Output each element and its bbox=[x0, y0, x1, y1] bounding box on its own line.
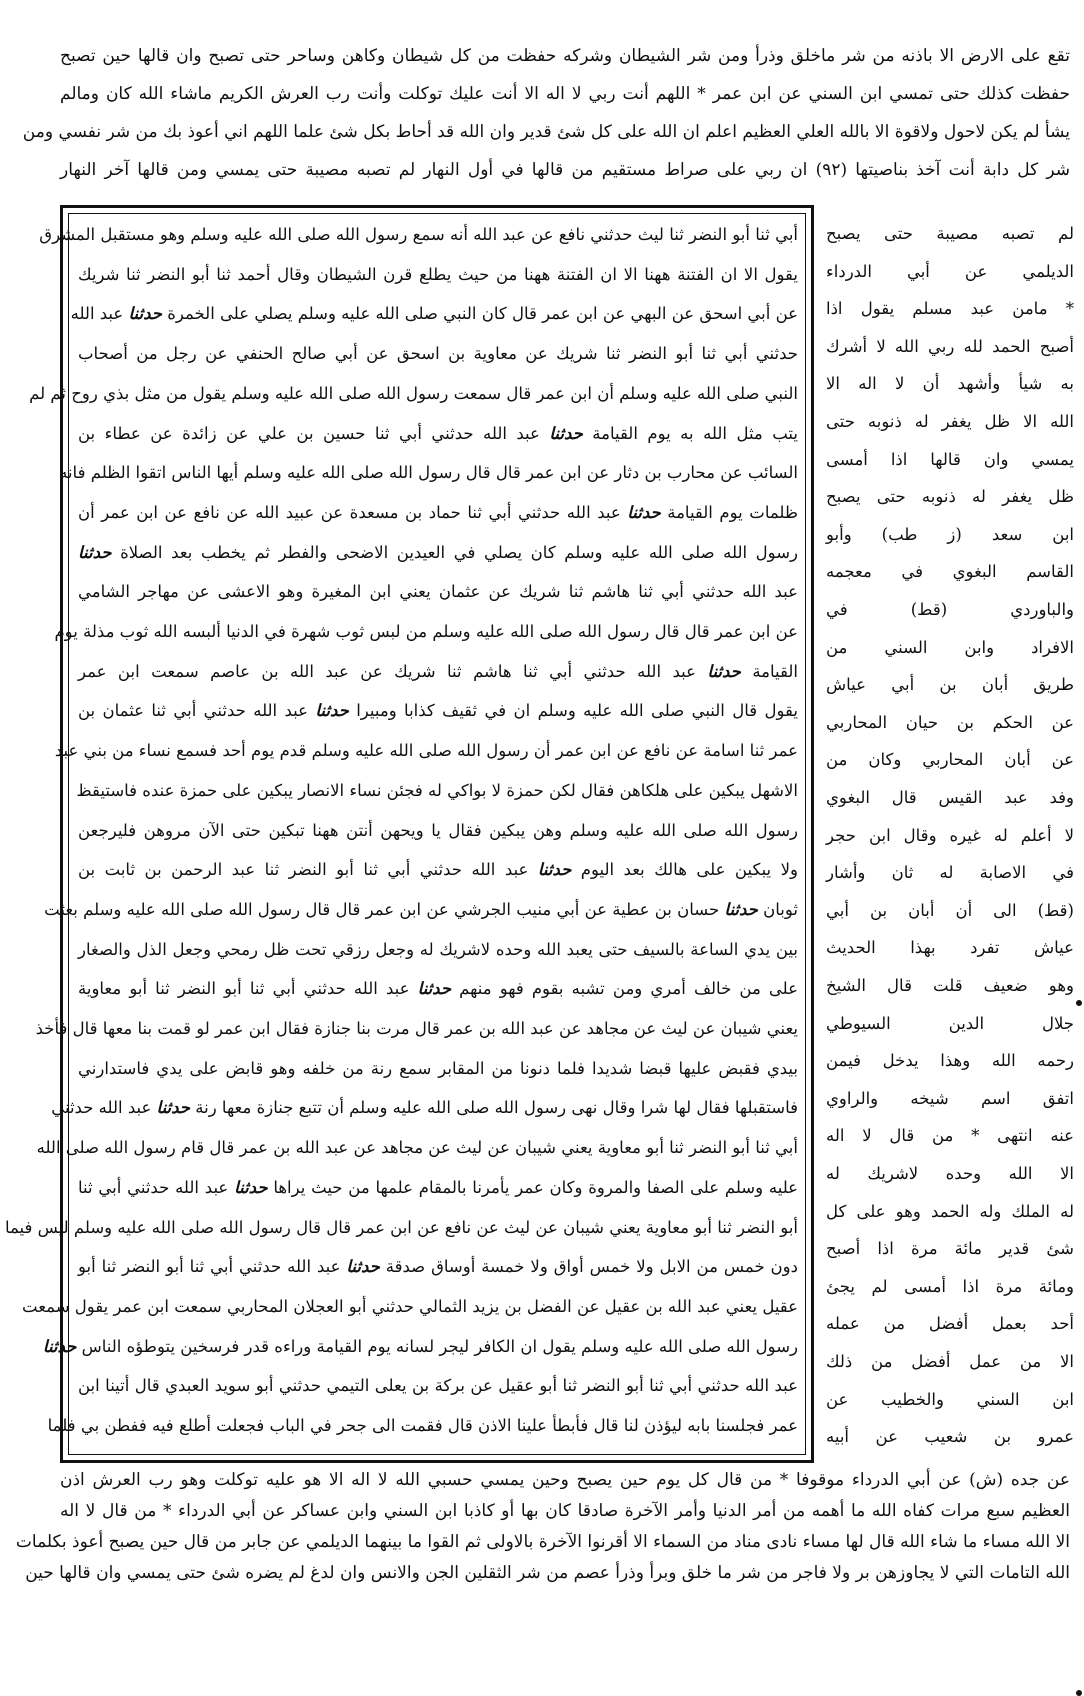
main-text-line: يتب مثل الله به يوم القيامة حدثنا عبد الله حدثني أبي ثنا حسين بن علي عن زائدة عن عطاء بن bbox=[78, 423, 798, 443]
margin-text-line: طريق أبان بن أبي عياش bbox=[826, 675, 1074, 695]
margin-text-line: له الملك وله الحمد وهو على كل bbox=[826, 1201, 1074, 1221]
haddathana-keyword: حدثنا bbox=[234, 1177, 268, 1197]
top-text-line: يشأ لم يكن لاحول ولاقوة الا بالله العلي العظيم اعلم ان الله على كل شئ قدير وان الله قد أحاط بكل شئ علما اللهم اني أعوذ بك من شر نفسي ومن bbox=[22, 122, 1070, 142]
margin-text-line: لا أعلم له غيره وقال ابن حجر bbox=[826, 825, 1074, 845]
main-text-line: أبي ثنا أبو النضر ثنا ليث حدثني نافع عن عبد الله أنه سمع رسول الله صلى الله عليه وسلم وهو مستقبل المشرق bbox=[39, 225, 798, 244]
main-text-line: دون خمس من الابل ولا خمس أواق ولا خمسة أوساق صدقة حدثنا عبد الله حدثني أبي ثنا أبو النضر ثنا أبو bbox=[78, 1257, 798, 1277]
margin-text-line: * مامن عبد مسلم يقول اذا bbox=[826, 299, 1074, 319]
main-text-line: رسول الله صلى الله عليه وسلم وهن يبكين فقال يا ويحهن أنتن ههنا تبكين حتى الآن مروهن فليرجعن bbox=[78, 820, 798, 840]
main-text-line: يقول الا ان الفتنة ههنا الا ان الفتنة ههنا من حيث يطلع قرن الشيطان وقال أحمد ثنا أبو النضر ثنا شريك bbox=[78, 264, 798, 284]
haddathana-keyword: حدثنا bbox=[707, 661, 741, 681]
margin-text-line: جلال الدين السيوطي bbox=[826, 1013, 1074, 1033]
margin-text-line: لم تصبه مصيبة حتى يصبح bbox=[826, 224, 1074, 243]
haddathana-keyword: حدثنا bbox=[549, 423, 583, 443]
margin-text-line: يمسي وان قالها اذا أمسى bbox=[826, 449, 1074, 469]
main-text-line: ظلمات يوم القيامة حدثنا عبد الله حدثني أبي ثنا حماد بن مسعدة عن عبيد الله عن نافع عن ابن عمر أن bbox=[78, 502, 799, 522]
margin-text-line: عن الحكم بن حيان المحاربي bbox=[826, 712, 1074, 732]
haddathana-keyword: حدثنا bbox=[156, 1098, 191, 1118]
main-text-line: القيامة حدثنا عبد الله حدثني أبي ثنا هاشم ثنا شريك عن عبد الله بن عاصم سمعت ابن عمر bbox=[78, 661, 798, 681]
top-text-line: شر كل دابة أنت آخذ بناصيتها (٩٢) ان ربي على صراط مستقيم من قالها في أول النهار لم تصبه مصيبة حتى يمسي ومن قالها آخر النهار bbox=[60, 160, 1070, 180]
main-text-line: عقيل يعني عبد الله بن عقيل عن الفضل بن يزيد الثمالي حدثني أبو العجلان المحاربي سمعت ابن عمر يقول سمعت bbox=[22, 1296, 798, 1316]
main-hadith-text bbox=[4, 218, 799, 1658]
main-text-line: عن أبي اسحق عن البهي عن ابن عمر قال كان النبي صلى الله عليه وسلم يصلي على الخمرة حدثنا عبد الله bbox=[70, 304, 798, 324]
margin-text-line: والباوردي (قط) في bbox=[826, 600, 1074, 619]
margin-text-line: عياش تفرد بهذا الحديث bbox=[826, 938, 1074, 958]
margin-text-line: عن أبان المحاربي وكان من bbox=[826, 750, 1074, 770]
haddathana-keyword: حدثنا bbox=[346, 1257, 380, 1277]
main-text-line: يعني شيبان عن ليث عن مجاهد عن عبد الله بن عمر قال مرت بنا جنازة فقال ابن عمر لو قمت بنا معها قال فأخذ bbox=[35, 1019, 798, 1038]
main-text-line: عبد الله حدثني أبي ثنا هاشم ثنا شريك عن عثمان يعني ابن المغيرة وهو الاعشى عن مهاجر الشامي bbox=[78, 582, 798, 602]
haddathana-keyword: حدثنا bbox=[627, 502, 661, 522]
main-text-line: الاشهل يبكين على هلكاهن فقال لكن حمزة لا بواكي له فجئن نساء الانصار يبكين على حمزة عنده فاستيقظ bbox=[76, 780, 798, 800]
main-text-line: السائب عن محارب بن دثار عن ابن عمر قال قال رسول الله صلى الله عليه وسلم أيها الناس اتقوا الظلم فانه bbox=[59, 463, 798, 483]
margin-text-line: عنه انتهى * من قال لا اله bbox=[826, 1126, 1074, 1146]
margin-text-line: الله الا ظل يغفر له ذنوبه حتى bbox=[826, 412, 1074, 431]
margin-text-line: ابن سعد (ز طب) وأبو bbox=[826, 524, 1074, 544]
side-margin-commentary bbox=[826, 218, 1074, 1668]
bottom-text-line: عن جده (ش) عن أبي الدرداء موقوفا * من قال كل يوم حين يصبح وحين يمسي حسبي الله لا اله الا هو عليه توكلت وهو رب العرش اذن bbox=[60, 1470, 1070, 1490]
main-text-line: ثوبان حدثنا حسان بن عطية عن أبي منيب الجرشي عن ابن عمر قال قال رسول الله صلى الله عليه وسلم بعثت bbox=[44, 899, 798, 919]
main-text-line: عن ابن عمر قال قال رسول الله صلى الله عليه وسلم من لبس ثوب شهرة في الدنيا ألبسه الله ثوب مذلة يوم bbox=[54, 622, 798, 641]
margin-text-line: (قط) الى أن أبان بن أبي bbox=[826, 900, 1074, 920]
margin-text-line: الافراد وابن السني من bbox=[826, 637, 1074, 657]
margin-text-line: الا الله وحده لاشريك له bbox=[826, 1164, 1074, 1183]
haddathana-keyword: حدثنا bbox=[724, 899, 758, 919]
main-text-line: رسول الله صلى الله عليه وسلم يقول ان الكافر ليجر لسانه يوم القيامة وراءه قدر فرسخين يتوطؤه الناس حدثنا bbox=[42, 1336, 798, 1356]
margin-text-line: أصبح الحمد لله ربي الله لا أشرك bbox=[826, 336, 1074, 356]
main-text-line: بيدي فقبض عليها قبضا شديدا فلما دنونا من المقابر سمع رنة من خلفه وهو قابض على يدي فاستدارني bbox=[78, 1058, 798, 1078]
margin-text-line: ابن السني والخطيب عن bbox=[826, 1389, 1074, 1409]
margin-text-line: الديلمي عن أبي الدرداء bbox=[826, 261, 1074, 281]
main-text-line: عليه وسلم على الصفا والمروة وكان عمر يأمرنا بالمقام علمها من حيث يراها حدثنا عبد الله حدثني أبي ثنا bbox=[78, 1177, 798, 1197]
main-text-line: عمر فجلسنا بابه ليؤذن لنا قال فأبطأ علينا الاذن قال فقمت الى جحر في الباب فجعلت أطلع فيه ففطن بي فلما bbox=[47, 1416, 798, 1435]
margin-text-line: شئ قدير مائة مرة اذا أصبح bbox=[826, 1239, 1074, 1259]
main-text-line: عبد الله حدثني أبي ثنا أبو النضر ثنا أبو عقيل عن بركة بن يعلى التيمي حدثني أبو سويد العبدي قال أتينا ابن bbox=[78, 1376, 798, 1396]
main-text-line: على من خالف أمري ومن تشبه بقوم فهو منهم حدثنا عبد الله حدثني أبي ثنا أبو النضر ثنا أبو معاوية bbox=[78, 979, 798, 999]
margin-text-line: به شيأ وأشهد أن لا اله الا bbox=[826, 374, 1074, 394]
margin-text-line: في الاصابة له ثان وأشار bbox=[826, 863, 1074, 883]
main-text-line: حدثني أبي ثنا أبو النضر ثنا شريك عن معاوية بن اسحق عن أبي صالح الحنفي عن رجل من أصحاب bbox=[78, 344, 798, 364]
margin-text-line: القاسم البغوي في معجمه bbox=[826, 562, 1074, 582]
margin-text-line: وفد عبد القيس قال البغوي bbox=[826, 788, 1074, 807]
margin-text-line: الا من عمل أفضل من ذلك bbox=[826, 1352, 1074, 1371]
margin-text-line: ومائة مرة اذا أمسى لم يجئ bbox=[826, 1276, 1074, 1296]
haddathana-keyword: حدثنا bbox=[315, 701, 349, 721]
bottom-text-line: العظيم سبع مرات كفاه الله ما أهمه من أمر الدنيا وأمر الآخرة صادقا كان بها أو كاذبا ابن السني وابن عساكر عن أبي الدرداء * من قال لا اله bbox=[60, 1501, 1070, 1521]
bottom-text-line: الله التامات التي لا يجاوزهن بر ولا فاجر من شر ما خلق وبرأ وذرأ عصم من شر الثقلين الجن والانس وان لدغ لم يضره شئ حتى يمسي وان قالها حين bbox=[25, 1563, 1070, 1583]
haddathana-keyword: حدثنا bbox=[42, 1336, 77, 1356]
main-text-line: يقول قال النبي صلى الله عليه وسلم ان في ثقيف كذابا ومبيرا حدثنا عبد الله حدثني أبي ثنا عثمان بن bbox=[78, 701, 798, 721]
main-text-line: رسول الله صلى الله عليه وسلم كان يصلي في العيدين الاضحى والفطر ثم يخطب بعد الصلاة حدثنا bbox=[78, 542, 798, 562]
haddathana-keyword: حدثنا bbox=[417, 979, 452, 999]
margin-text-line: ظل يغفر له ذنوبه حتى يصبح bbox=[826, 487, 1074, 507]
margin-text-line: أحد بعمل أفضل من عمله bbox=[826, 1314, 1074, 1334]
top-text-line: تقع على الارض الا باذنه من شر ماخلق وذرأ ومن شر الشيطان وشركه حفظت من كل شيطان وكاهن وساحر حتى تصبح وان قالها حين تصبح bbox=[60, 46, 1070, 66]
top-text-line: حفظت كذلك حتى تمسي ابن السني عن ابن عمر * اللهم أنت ربي لا اله الا أنت عليك توكلت وأنت رب العرش الكريم ماشاء الله كان ومالم bbox=[60, 84, 1070, 104]
main-text-line: ولا يبكين على هالك بعد اليوم حدثنا عبد الله حدثني أبي ثنا أبو النضر ثنا عبد الرحمن بن ثابت بن bbox=[78, 860, 798, 880]
main-text-line: النبي صلى الله عليه وسلم أن ابن عمر قال سمعت رسول الله صلى الله عليه وسلم يقول من مثل بذي روح ثم لم bbox=[29, 383, 798, 403]
main-text-line: عمر ثنا اسامة عن نافع عن ابن عمر أن رسول الله صلى الله عليه وسلم قدم يوم أحد فسمع نساء من بني عبد bbox=[54, 741, 798, 761]
main-text-line: بين يدي الساعة بالسيف حتى يعبد الله وحده لاشريك له وجعل رزقي تحت ظل رمحي وجعل الذل والصغار bbox=[78, 939, 798, 959]
main-text-line: أبي ثنا أبو النضر ثنا أبو معاوية يعني شيبان عن ليث عن مجاهد عن عبد الله بن عمر قال قام رسول الله صلى الله bbox=[36, 1138, 798, 1158]
margin-text-line: رحمه الله وهذا يدخل فيمن bbox=[826, 1051, 1074, 1071]
haddathana-keyword: حدثنا bbox=[537, 860, 572, 880]
margin-text-line: اتفق اسم شيخه والراوي bbox=[826, 1088, 1074, 1108]
main-text-line: أبو النضر ثنا أبو معاوية يعني شيبان عن ليث عن نافع عن ابن عمر قال قال رسول الله صلى الله عليه وسلم ليس فيما bbox=[4, 1217, 798, 1237]
main-text-line: فاستقبلها فقال لها شرا وقال نهى رسول الله صلى الله عليه وسلم أن تتبع جنازة معها رنة حدثنا عبد الله حدثني bbox=[51, 1098, 798, 1118]
bottom-text-line: الا الله مساء ما شاء الله قال لها مساء نادى مناد من السماء الا أقرنوا الآخرة بالاولى ثم القوا ما بينهما الديلمي عن جابر من قال حين يصبح أعوذ بكلمات bbox=[15, 1532, 1070, 1552]
margin-text-line: عمرو بن شعيب عن أبيه bbox=[826, 1427, 1074, 1447]
margin-text-line: وهو ضعيف قلت قال الشيخ bbox=[826, 976, 1074, 995]
binding-mark bbox=[1076, 1690, 1082, 1696]
top-margin-text bbox=[22, 42, 1070, 202]
haddathana-keyword: حدثنا bbox=[128, 304, 162, 324]
binding-mark bbox=[1076, 1000, 1082, 1006]
haddathana-keyword: حدثنا bbox=[78, 542, 112, 562]
